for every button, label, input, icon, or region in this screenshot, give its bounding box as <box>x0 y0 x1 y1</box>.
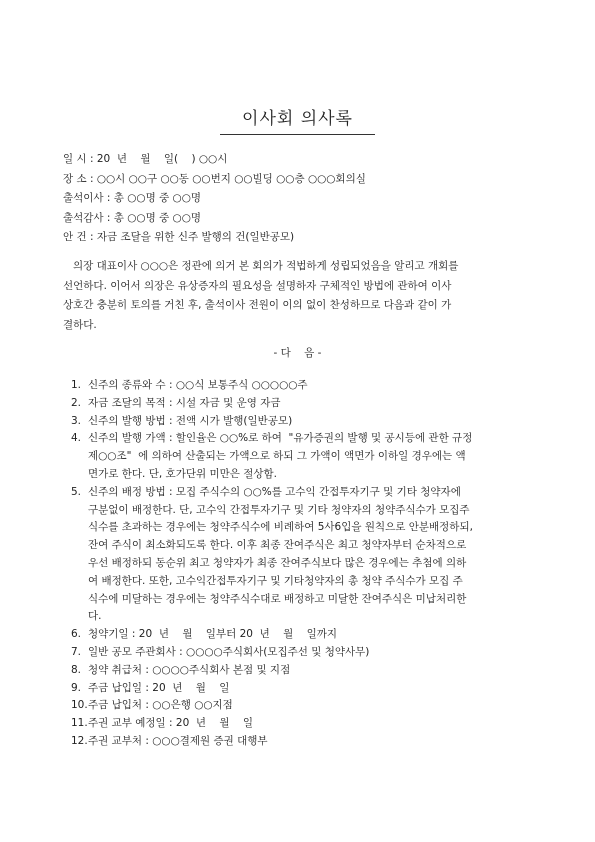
agenda: 안 건 : 자금 조달을 위한 신주 발행의 건(일반공모) <box>63 231 295 243</box>
item-number: 10. <box>71 699 88 712</box>
attending-directors: 출석이사 : 총 ○○명 중 ○○명 <box>63 192 202 204</box>
item-text-line: 식수에 미달하는 경우에는 청약주식수대로 배정하고 미달한 잔여주식은 미납처리한 <box>88 592 467 605</box>
item-text-line: 주금 납입처 : ○○은행 ○○지점 <box>88 699 233 712</box>
list-item <box>71 662 473 680</box>
item-text-line: 잔여 주식이 최소화되도록 한다. 이후 최종 잔여주식은 최고 청약자부터 순차적으로 <box>88 539 467 552</box>
list-item <box>71 644 473 662</box>
list-item <box>71 413 473 431</box>
item-text-line: 주금 납입일 : 20 년 월 일 <box>88 681 230 694</box>
title-wrap <box>0 104 595 135</box>
item-text-line: 식수를 초과하는 경우에는 청약주식수에 비례하여 5사6입을 원칙으로 안분배정하되, <box>88 521 473 534</box>
item-text-line: 우선 배정하되 동순위 최고 청약자가 최종 잔여주식보다 많은 경우에는 추첨에 의하 <box>88 556 467 569</box>
item-number: 2. <box>71 396 82 409</box>
resolution-paragraph <box>63 257 535 335</box>
document-title: 이사회 의사록 <box>220 104 375 135</box>
paragraph-line: 상호간 충분히 토의를 거친 후, 출석이사 전원이 이의 없이 찬성하므로 다음과 같이 가 <box>63 299 452 311</box>
item-text-line: 청약기일 : 20 년 월 일부터 20 년 월 일까지 <box>88 628 338 641</box>
item-text-line: 구분없이 배정한다. 단, 고수익 간접투자기구 및 기타 청약자의 청약주식수가 모집주 <box>88 503 470 516</box>
meeting-info <box>63 150 366 248</box>
list-item <box>71 430 473 483</box>
list-item <box>71 484 473 626</box>
item-text-line: 신주의 종류와 수 : ○○식 보통주식 ○○○○○주 <box>88 379 308 391</box>
list-item <box>71 733 473 751</box>
list-item <box>71 680 473 698</box>
item-text-line: 주권 교부처 : ○○○결제원 증권 대행부 <box>88 734 268 747</box>
item-number: 8. <box>71 663 82 676</box>
item-number: 7. <box>71 645 82 658</box>
item-text-line: 자금 조달의 목적 : 시설 자금 및 운영 자금 <box>88 396 281 409</box>
list-item <box>71 395 473 413</box>
resolution-items-list <box>71 377 473 751</box>
paragraph-line: 선언하다. 이어서 의장은 유상증자의 필요성을 설명하자 구체적인 방법에 관하여 이사 <box>63 279 452 292</box>
item-number: 9. <box>71 681 82 694</box>
item-text-line: 여 배정한다. 또한, 고수익간접투자기구 및 기타청약자의 총 청약 주식수가 모집 주 <box>88 574 463 587</box>
item-number: 4. <box>71 432 82 445</box>
item-number: 3. <box>71 414 82 427</box>
list-item <box>71 626 473 644</box>
item-text-line: 청약 취급처 : ○○○○주식회사 본점 및 지점 <box>88 663 291 676</box>
item-number: 11. <box>71 717 88 730</box>
meeting-datetime: 일 시 : 20 년 월 일( ) ○○시 <box>63 153 228 165</box>
item-text-line: 주권 교부 예정일 : 20 년 월 일 <box>88 717 254 730</box>
item-text-line: 제○○조" 에 의하여 산출되는 가액으로 하되 그 가액이 액면가 이하일 경우에는 액 <box>88 450 466 463</box>
meeting-location: 장 소 : ○○시 ○○구 ○○동 ○○번지 ○○빌딩 ○○층 ○○○회의실 <box>63 172 366 185</box>
item-text-line: 다. <box>88 610 102 623</box>
paragraph-line: 의장 대표이사 ○○○은 정관에 의거 본 회의가 적법하게 성립되었음을 알리고 개회를 <box>63 260 459 272</box>
item-text-line: 신주의 배정 방법 : 모집 주식수의 ○○%를 고수익 간접투자기구 및 기타 청약자에 <box>88 485 461 498</box>
item-number: 1. <box>71 379 82 391</box>
item-number: 12. <box>71 734 88 747</box>
item-text-line: 면가로 한다. 단, 호가단위 미만은 절상함. <box>88 467 277 480</box>
following-heading: - 다 음 - <box>273 347 322 359</box>
item-text-line: 일반 공모 주관회사 : ○○○○주식회사(모집주선 및 청약사무) <box>88 645 370 658</box>
list-item <box>71 715 473 733</box>
item-text-line: 신주의 발행 방법 : 전액 시가 발행(일반공모) <box>88 414 293 427</box>
item-number: 5. <box>71 485 82 498</box>
item-text-line: 신주의 발행 가액 : 할인율은 ○○%로 하여 "유가증권의 발행 및 공시등에 관한 규정 <box>88 432 473 445</box>
list-item <box>71 697 473 715</box>
attending-auditors: 출석감사 : 총 ○○명 중 ○○명 <box>63 211 202 224</box>
list-item <box>71 377 473 395</box>
item-number: 6. <box>71 628 82 641</box>
paragraph-line: 결하다. <box>63 318 97 331</box>
